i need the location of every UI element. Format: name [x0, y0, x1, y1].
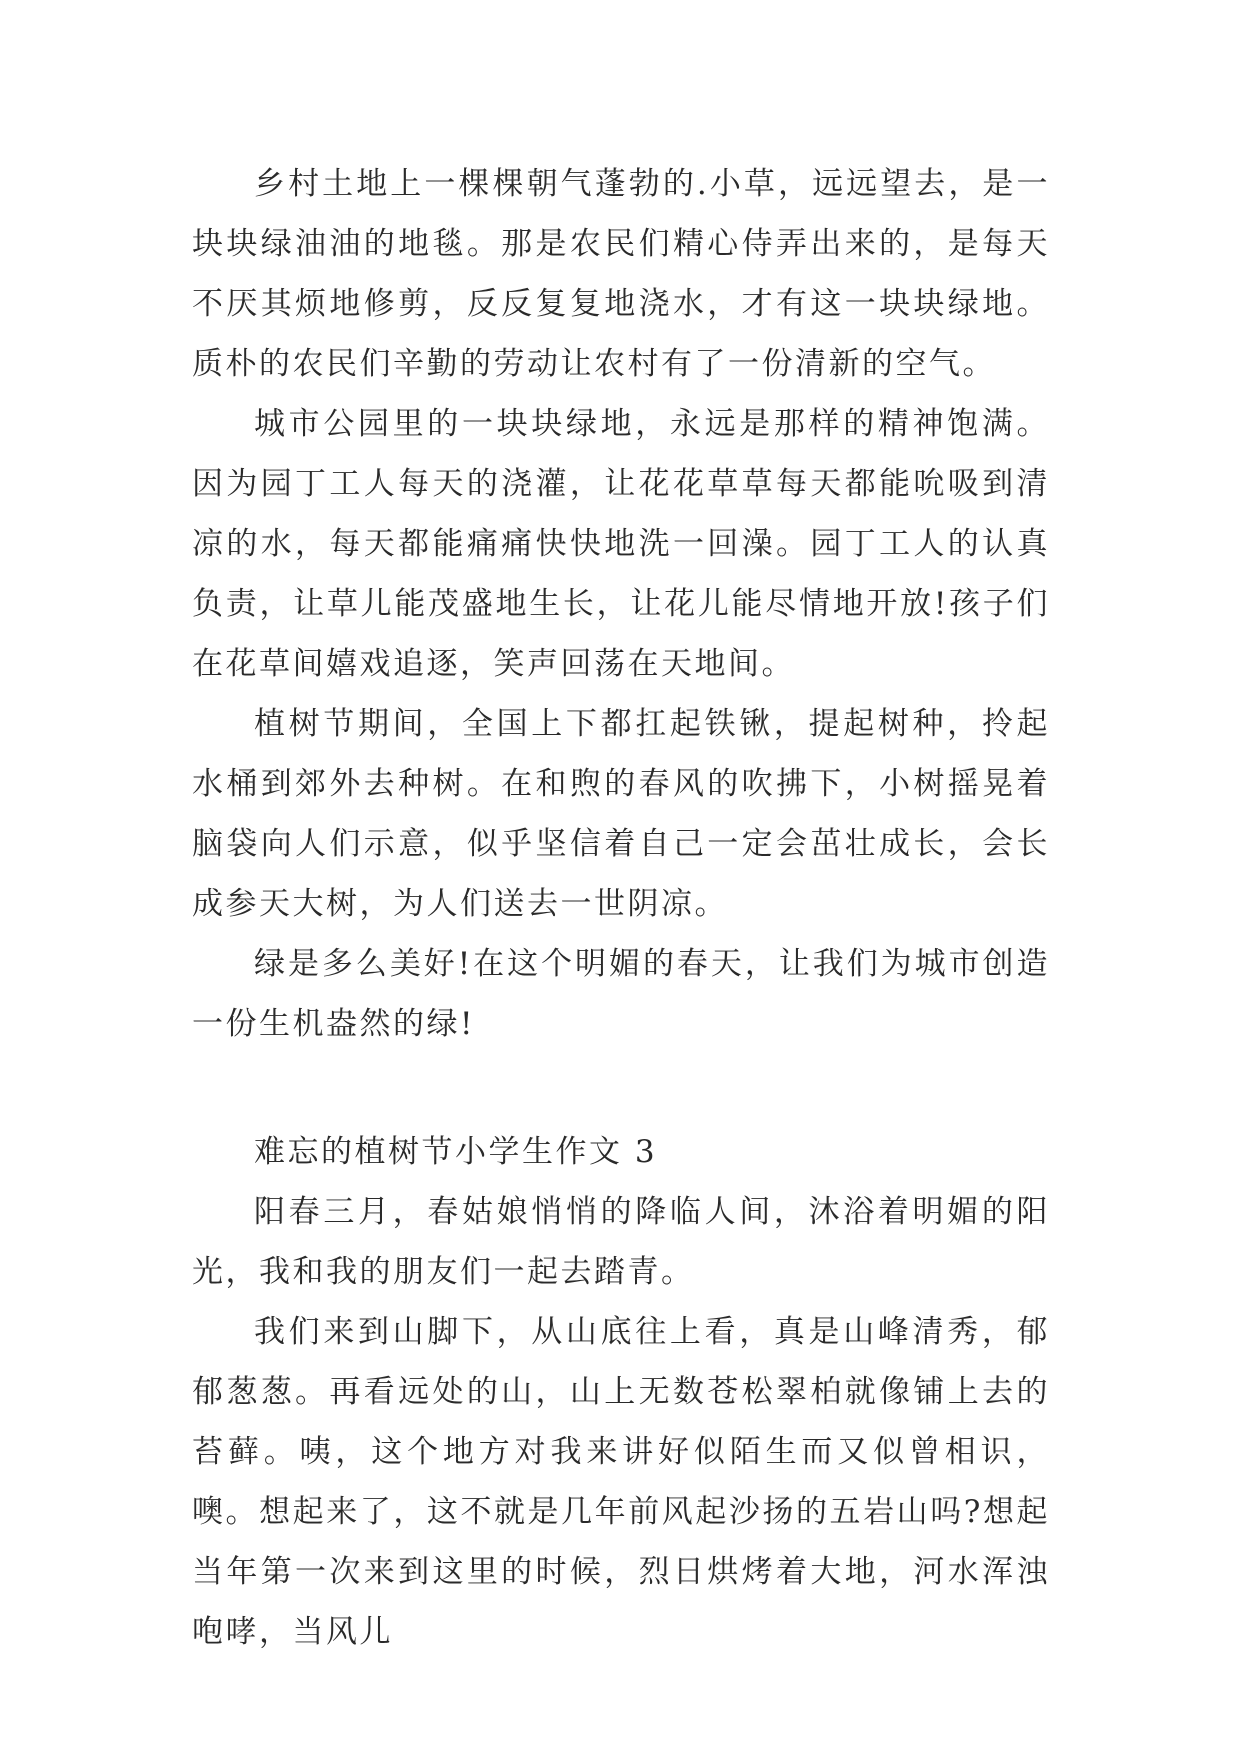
- paragraph-spring-outing: 阳春三月，春姑娘悄悄的降临人间，沐浴着明媚的阳光，我和我的朋友们一起去踏青。: [192, 1194, 1050, 1290]
- paragraph-countryside-grass: 乡村土地上一棵棵朝气蓬勃的.小草，远远望去，是一块块绿油油的地毯。那是农民们精心侍弄出来的，是每天不厌其烦地修剪，反反复复地浇水，才有这一块块绿地。质朴的农民们辛勤的劳动让农村有了一份清新的空气。: [192, 166, 1050, 382]
- section-title: 难忘的植树节小学生作文 3: [254, 1134, 658, 1170]
- paragraph-green-conclusion: 绿是多么美好!在这个明媚的春天，让我们为城市创造一份生机盎然的绿!: [192, 946, 1050, 1042]
- paragraph-mountain-view: 我们来到山脚下，从山底往上看，真是山峰清秀，郁郁葱葱。再看远处的山，山上无数苍松翠柏就像铺上去的苔藓。咦，这个地方对我来讲好似陌生而又似曾相识，噢。想起来了，这不就是几年前风起沙扬的五岩山吗?想起当年第一次来到这里的时候，烈日烘烤着大地，河水浑浊咆哮，当风儿: [192, 1314, 1050, 1650]
- paragraph-city-park: 城市公园里的一块块绿地，永远是那样的精神饱满。因为园丁工人每天的浇灌，让花花草草每天都能吮吸到清凉的水，每天都能痛痛快快地洗一回澡。园丁工人的认真负责，让草儿能茂盛地生长，让花儿能尽情地开放!孩子们在花草间嬉戏追逐，笑声回荡在天地间。: [192, 406, 1050, 682]
- document-body: [192, 154, 1050, 1662]
- paragraph-arbor-day-planting: 植树节期间，全国上下都扛起铁锹，提起树种，拎起水桶到郊外去种树。在和煦的春风的吹拂下，小树摇晃着脑袋向人们示意，似乎坚信着自己一定会茁壮成长，会长成参天大树，为人们送去一世阴凉。: [192, 706, 1050, 922]
